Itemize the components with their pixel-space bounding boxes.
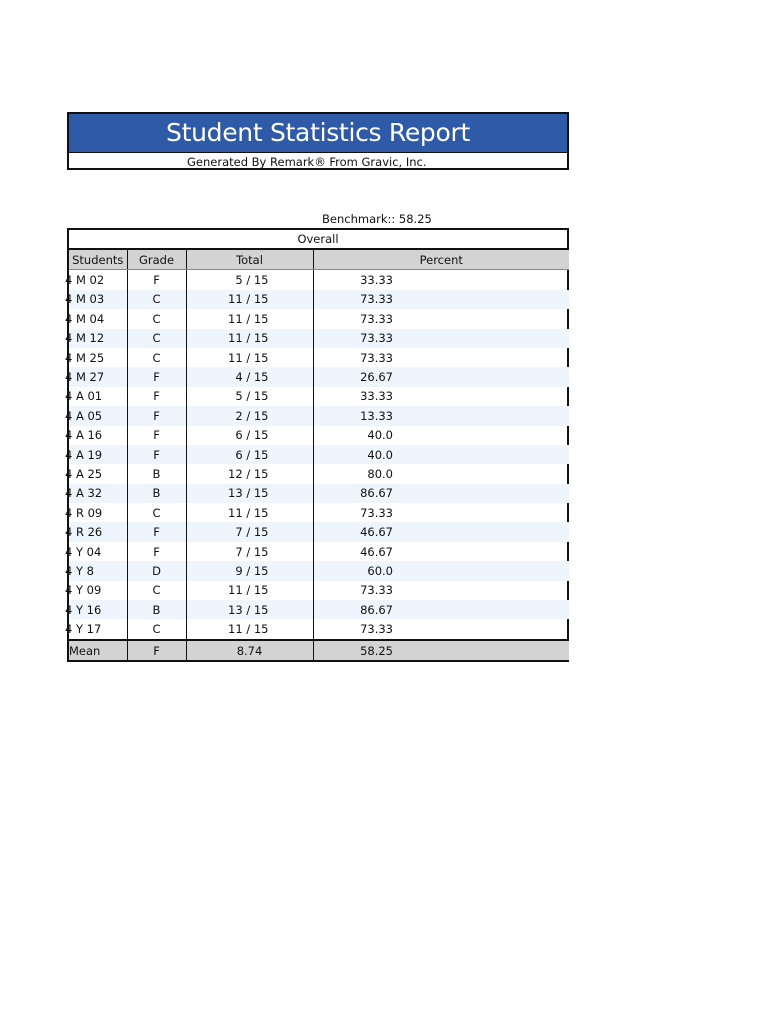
total-cell: 11 / 15: [186, 290, 313, 309]
student-cell: 4 M 03: [65, 292, 105, 307]
footer-percent: 58.25: [313, 640, 569, 660]
grade-cell: B: [127, 600, 186, 619]
grade-cell: C: [127, 290, 186, 309]
student-cell: 4 R 26: [65, 525, 103, 540]
percent-cell: 13.33: [313, 406, 569, 425]
grade-cell: F: [127, 445, 186, 464]
student-cell: 4 M 27: [65, 370, 105, 385]
percent-cell: 80.0: [313, 464, 569, 483]
student-cell: 4 R 09: [65, 505, 103, 520]
grade-cell: C: [127, 619, 186, 639]
student-cell: 4 A 05: [65, 408, 103, 423]
grade-cell: C: [127, 581, 186, 600]
student-cell: 4 Y 16: [65, 602, 102, 617]
percent-cell: 73.33: [313, 329, 569, 348]
student-cell: 4 A 25: [65, 466, 103, 481]
total-cell: 6 / 15: [186, 426, 313, 445]
percent-cell: 73.33: [313, 290, 569, 309]
percent-cell: 73.33: [313, 309, 569, 328]
student-cell: 4 M 25: [65, 350, 105, 365]
student-cell: 4 Y 09: [65, 583, 102, 598]
student-cell: 4 M 04: [65, 311, 105, 326]
total-cell: 6 / 15: [186, 445, 313, 464]
student-cell: 4 A 32: [65, 486, 103, 501]
student-cell: 4 A 16: [65, 428, 103, 443]
header-grade: Grade: [127, 250, 186, 270]
table-row: [69, 290, 569, 309]
student-cell: 4 M 02: [65, 273, 105, 288]
table-row: [69, 367, 569, 386]
student-cell: 4 A 01: [65, 389, 103, 404]
table-header-row: [69, 250, 569, 270]
total-cell: 5 / 15: [186, 387, 313, 406]
percent-cell: 46.67: [313, 522, 569, 541]
report-title: Student Statistics Report: [69, 114, 567, 153]
grade-cell: C: [127, 309, 186, 328]
total-cell: 13 / 15: [186, 600, 313, 619]
percent-cell: 73.33: [313, 581, 569, 600]
grade-cell: B: [127, 484, 186, 503]
table-row: [69, 484, 569, 503]
total-cell: 11 / 15: [186, 309, 313, 328]
grade-cell: F: [127, 367, 186, 386]
percent-cell: 60.0: [313, 561, 569, 580]
grade-cell: F: [127, 387, 186, 406]
total-cell: 9 / 15: [186, 561, 313, 580]
total-cell: 13 / 15: [186, 484, 313, 503]
table-row: [69, 522, 569, 541]
grade-cell: F: [127, 426, 186, 445]
student-cell: 4 Y 17: [65, 622, 102, 637]
total-cell: 11 / 15: [186, 329, 313, 348]
report-header: [67, 112, 569, 170]
footer-label: Mean: [69, 640, 127, 660]
student-cell: 4 M 12: [65, 331, 105, 346]
table-row: [69, 503, 569, 522]
percent-cell: 46.67: [313, 542, 569, 561]
percent-cell: 26.67: [313, 367, 569, 386]
percent-cell: 73.33: [313, 503, 569, 522]
footer-total: 8.74: [186, 640, 313, 660]
table-row: [69, 426, 569, 445]
table-row: [69, 600, 569, 619]
student-cell: 4 Y 04: [65, 544, 102, 559]
header-students: Students: [69, 250, 127, 270]
percent-cell: 40.0: [313, 445, 569, 464]
benchmark-label: Benchmark:: 58.25: [322, 212, 432, 226]
total-cell: 11 / 15: [186, 348, 313, 367]
percent-cell: 40.0: [313, 426, 569, 445]
total-cell: 7 / 15: [186, 542, 313, 561]
table-row: [69, 581, 569, 600]
grade-cell: F: [127, 542, 186, 561]
header-total: Total: [186, 250, 313, 270]
table-row: [69, 348, 569, 367]
grade-cell: B: [127, 464, 186, 483]
percent-cell: 86.67: [313, 600, 569, 619]
grade-cell: C: [127, 503, 186, 522]
table-row: [69, 270, 569, 290]
table-row: [69, 464, 569, 483]
grade-cell: D: [127, 561, 186, 580]
grade-cell: F: [127, 270, 186, 290]
report-subtitle: Generated By Remark® From Gravic, Inc.: [187, 155, 427, 169]
percent-cell: 86.67: [313, 484, 569, 503]
total-cell: 11 / 15: [186, 619, 313, 639]
table-row: [69, 387, 569, 406]
grade-cell: C: [127, 329, 186, 348]
student-cell: 4 A 19: [65, 447, 103, 462]
total-cell: 11 / 15: [186, 503, 313, 522]
percent-cell: 73.33: [313, 348, 569, 367]
table-row: [69, 561, 569, 580]
table-row: [69, 309, 569, 328]
table-row: [69, 406, 569, 425]
total-cell: 5 / 15: [186, 270, 313, 290]
student-cell: 4 Y 8: [65, 563, 94, 578]
percent-cell: 33.33: [313, 270, 569, 290]
statistics-table: [67, 248, 569, 662]
footer-grade: F: [127, 640, 186, 660]
grade-cell: F: [127, 522, 186, 541]
table-row: [69, 329, 569, 348]
table-row: [69, 542, 569, 561]
total-cell: 4 / 15: [186, 367, 313, 386]
grade-cell: F: [127, 406, 186, 425]
percent-cell: 33.33: [313, 387, 569, 406]
total-cell: 2 / 15: [186, 406, 313, 425]
total-cell: 11 / 15: [186, 581, 313, 600]
total-cell: 12 / 15: [186, 464, 313, 483]
table-row: [69, 445, 569, 464]
header-percent: Percent: [313, 250, 569, 270]
total-cell: 7 / 15: [186, 522, 313, 541]
table-body: [65, 270, 569, 640]
grade-cell: C: [127, 348, 186, 367]
table-footer-row: [69, 640, 569, 660]
overall-label: Overall: [67, 228, 569, 248]
table-row: [69, 619, 569, 639]
percent-cell: 73.33: [313, 619, 569, 639]
